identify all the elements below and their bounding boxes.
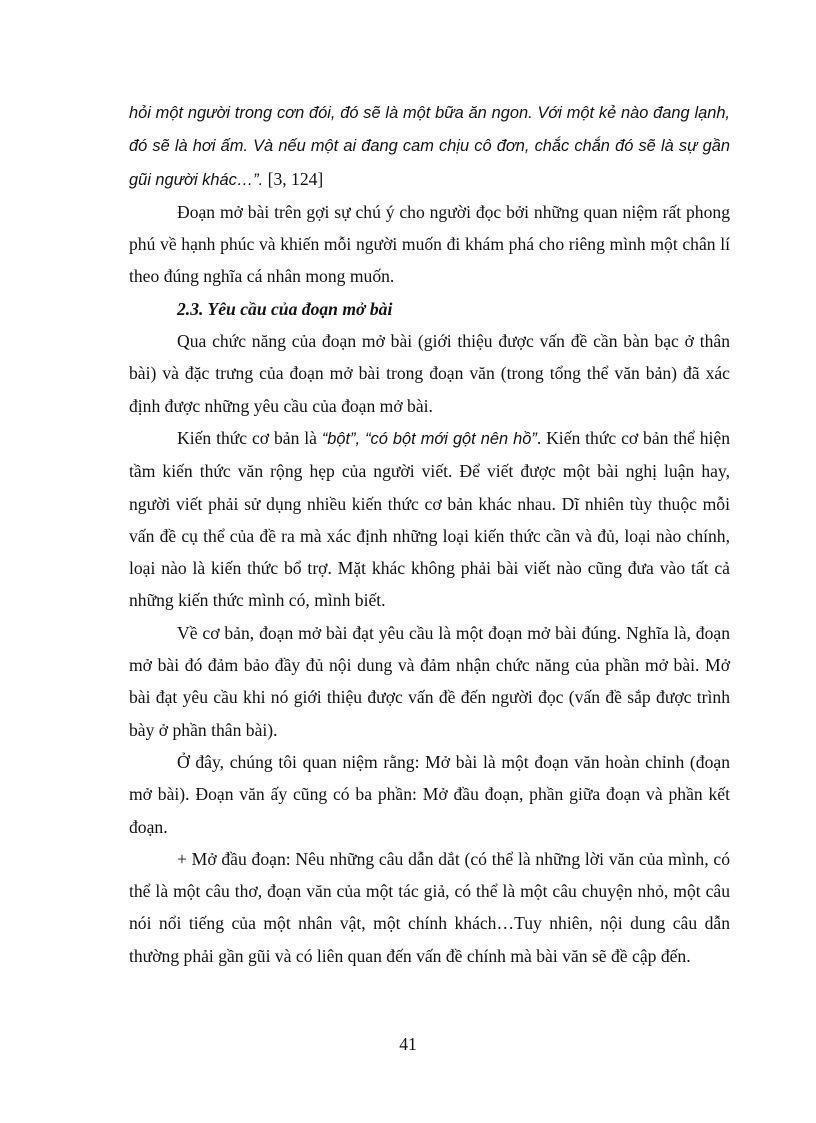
quote-paragraph	[129, 96, 730, 196]
page-number: 41	[399, 1034, 417, 1054]
paragraph-1: Đoạn mở bài trên gợi sự chú ý cho người đọc bởi những quan niệm rất phong phú về hạnh phúc và khiến mỗi người muốn đi khám phá cho riêng mình một chân lí theo đúng nghĩa cá nhân mong muốn.	[129, 201, 730, 287]
quote-text: hỏi một người trong cơn đói, đó sẽ là một bữa ăn ngon. Với một kẻ nào đang lạnh, đó sẽ là hơi ấm. Và nếu một ai đang cam chịu cô đơn, chắc chắn đó sẽ là sự gần gũi người khác…”.	[129, 104, 730, 189]
paragraph-3-lead: Kiến thức cơ bản là	[177, 427, 322, 448]
paragraph-6: + Mở đầu đoạn: Nêu những câu dẫn dắt (có thể là những lời văn của mình, có thể là một câu thơ, đoạn văn của một tác giả, có thể là một câu chuyện nhỏ, một câu nói nổi tiếng của một nhân vật, một chính khách…Tuy nhiên, nội dung câu dẫn thường phải gần gũi và có liên quan đến vấn đề chính mà bài văn sẽ đề cập đến.	[129, 848, 730, 966]
paragraph-4: Về cơ bản, đoạn mở bài đạt yêu cầu là một đoạn mở bài đúng. Nghĩa là, đoạn mở bài đó đảm bảo đầy đủ nội dung và đảm nhận chức năng của phần mở bài. Mở bài đạt yêu cầu khi nó giới thiệu được vấn đề đến người đọc (vấn đề sắp được trình bày ở phần thân bài).	[129, 622, 730, 740]
paragraph-3-rest: . Kiến thức cơ bản thể hiện tầm kiến thức văn rộng hẹp của người viết. Để viết được một bài nghị luận hay, người viết phải sử dụng nhiều kiến thức cơ bản khác nhau. Dĩ nhiên tùy thuộc mỗi vấn đề cụ thể của đề ra mà xác định những loại kiến thức cần và đủ, loại nào chính, loại nào là kiến thức bổ trợ. Mặt khác không phải bài viết nào cũng đưa vào tất cả những kiến thức mình có, mình biết.	[129, 427, 730, 611]
section-heading: 2.3. Yêu cầu của đoạn mở bài	[177, 298, 393, 319]
citation: [3, 124]	[263, 168, 324, 189]
paragraph-3-quote: “bột”, “có bột mới gột nên hồ”	[321, 429, 537, 448]
paragraph-2: Qua chức năng của đoạn mở bài (giới thiệu được vấn đề cần bàn bạc ở thân bài) và đặc trưng của đoạn mở bài trong đoạn văn (trong tổng thể văn bản) đã xác định được những yêu cầu của đoạn mở bài.	[129, 331, 730, 416]
body-text	[129, 96, 730, 972]
paragraph-3	[129, 422, 730, 617]
paragraph-5: Ở đây, chúng tôi quan niệm rằng: Mở bài là một đoạn văn hoàn chỉnh (đoạn mở bài). Đoạn văn ấy cũng có ba phần: Mở đầu đoạn, phần giữa đoạn và phần kết đoạn.	[129, 751, 730, 837]
